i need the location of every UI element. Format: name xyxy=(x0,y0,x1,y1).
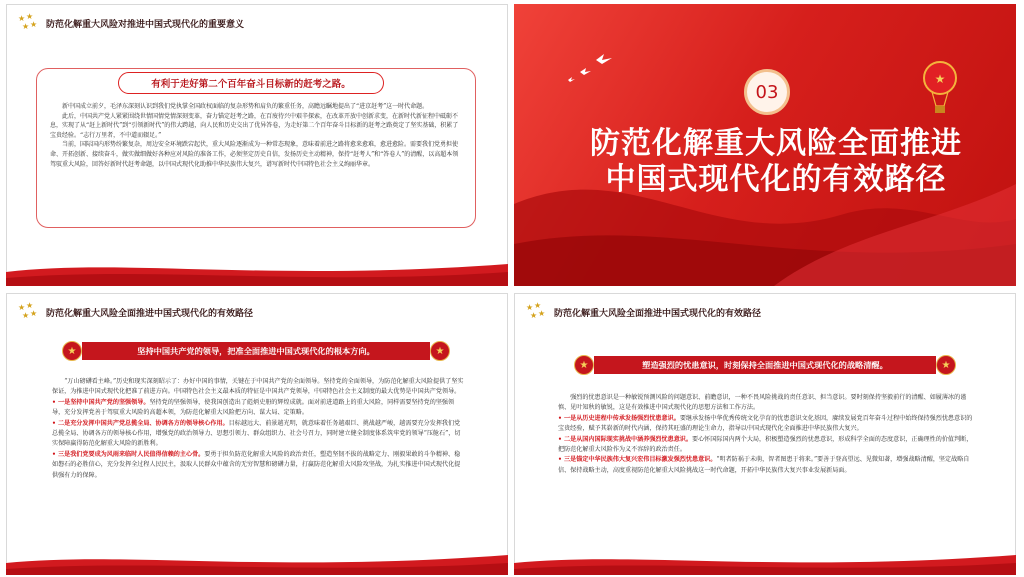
body-text xyxy=(558,393,978,476)
header-title: 防范化解重大风险对推进中国式现代化的重要意义 xyxy=(46,19,245,30)
emblem-icon: ★ xyxy=(430,341,450,361)
section-banner: 塑造强烈的忧患意识，时刻保持全面推进中国式现代化的战略清醒。 xyxy=(594,356,936,374)
emblem-icon: ★ xyxy=(936,355,956,375)
list-item xyxy=(52,398,466,419)
item-text: 要勇于担负防范化解重大风险的政治责任，塑造坚韧不拔的战略定力、刚毅果敢的斗争精神、稳如磐石的必胜信心，充分发挥全过程人民民主，汲取人民群众中蕴含的无穷智慧和磅礴力量，打赢防范化解重大风险攻坚战，为扎实推进中国式现代化提供强有力的保障。 xyxy=(52,450,461,479)
slide-4[interactable] xyxy=(514,293,1016,575)
item-bullet: • xyxy=(52,398,59,406)
stars-icon: ★ ★ ★ ★ xyxy=(18,12,38,31)
emblem-icon: ★ xyxy=(574,355,594,375)
stars-icon: ★ ★ ★ ★ xyxy=(526,301,546,320)
slide-3[interactable] xyxy=(6,293,508,575)
item-heading: 三是锚定中华民族伟大复兴宏伟目标激发强烈忧患意识。 xyxy=(564,456,717,464)
balloon-icon xyxy=(920,60,960,116)
item-heading: 一是坚持中国共产党的坚强领导。 xyxy=(58,398,150,406)
item-bullet: • xyxy=(52,450,59,458)
item-bullet: • xyxy=(558,414,565,422)
item-heading: 二是从国内国际现实挑战中涵养强烈忧患意识。 xyxy=(564,435,692,443)
item-text: 要继承发扬中华优秀传统文化孕育的忧患意识文化基因，赓续发展党百年奋斗过程中始终保持强烈忧患意识的宝贵经验，赋予其崭新的时代内涵，保持其旺盛的理论生命力，指导以中国式现代化全面推进中华民族伟大复兴。 xyxy=(558,414,973,433)
red-wave-decoration xyxy=(514,541,1016,575)
slide-header xyxy=(526,301,1004,323)
red-wave-decoration xyxy=(6,252,508,286)
item-text: 坚持党的坚强领导，使我国创造出了彪炳史册的辉煌成就。面对前进道路上的重大风险，同样需要坚持党的坚强领导，充分发挥党善于驾驭重大风险的高超本领，为防范化解重大风险把方向、谋大局、定策略。 xyxy=(52,398,455,417)
item-text: 要心怀国际国内两个大局，积极塑造强烈的忧患意识，形成科学全面的态度意识，正确理性的价值判断，把防范化解重大风险作为义不容辞的政治责任。 xyxy=(558,435,973,454)
item-text: “明者防祸于未萌，智者图患于将来。”要善于登高望远、见微知著，增强战略清醒，坚定战略自信、保持战略主动，高度重视防范化解重大风险挑战这一时代命题，开拓中华民族伟大复兴事业发展新局面。 xyxy=(558,456,970,474)
list-item xyxy=(558,435,978,456)
list-item xyxy=(52,419,466,450)
list-item xyxy=(52,450,466,481)
item-bullet: • xyxy=(558,435,565,443)
emblem-icon: ★ xyxy=(62,341,82,361)
paragraph: 当前，国际国内形势纷繁复杂，周边安全环境跌宕起伏，重大风险逐渐成为一种常态现象，意味着前进之路将愈来愈难，愈进愈险。需要我们党勇担使命、开拓创新、接续奋斗，做实做细做好各种应对风险的准备工作，必须坚定历史自信，发扬历史主动精神，保持“赶考人”和“答卷人”的清醒，以高超本领驾驭重大风险，回答好新时代赶考命题，以中国式现代化助推中华民族伟大复兴，谱写新时代中国特色社会主义绚丽华章。 xyxy=(50,141,459,168)
title-line: 防范化解重大风险全面推进 xyxy=(590,126,962,161)
intro-paragraph: “万山磅礴看主峰。”历史和现实深刻昭示了：办好中国的事情，关键在于中国共产党的全面领导。坚持党的全面领导，为防范化解重大风险提供了坚实保证，为推进中国式现代化把准了前进方向。中国特色社会主义最本质的特征是中国共产党领导，中国特色社会主义制度的最大优势是中国共产党领导。 xyxy=(52,378,464,396)
intro-paragraph: 强烈的忧患意识是一种敏锐预测风险的问题意识、前瞻意识，一种不畏风险挑战的责任意识、担当意识。要时刻保持坚毅前行的清醒、如履薄冰的谨慎、见叶知秋的敏锐，这是有效推进中国式现代化的思想方法和工作方法。 xyxy=(558,394,967,412)
svg-text:★: ★ xyxy=(934,72,946,86)
slide-title xyxy=(556,126,996,198)
header-title: 防范化解重大风险全面推进中国式现代化的有效路径 xyxy=(46,308,254,319)
list-item xyxy=(558,455,978,476)
header-title: 防范化解重大风险全面推进中国式现代化的有效路径 xyxy=(554,308,762,319)
dove-icon xyxy=(566,50,626,82)
red-wave-decoration xyxy=(6,541,508,575)
slide-1[interactable] xyxy=(6,4,508,286)
slide-header xyxy=(18,301,496,323)
item-heading: 二是充分发挥中国共产党总揽全局、协调各方的领导核心作用。 xyxy=(58,419,229,427)
stars-icon: ★ ★ ★ ★ xyxy=(18,301,38,320)
paragraph: 新中国成立前夕，毛泽东深刻认识到我们党执掌全国政权面临的复杂形势和肩负的繁重任务，高瞻远瞩地提出了“进京赶考”这一时代命题。 xyxy=(62,103,429,110)
slide-2[interactable] xyxy=(514,4,1016,286)
item-heading: 三是我们党要成为风雨来临时人民值得信赖的主心骨。 xyxy=(58,450,205,458)
item-bullet: • xyxy=(52,419,59,427)
body-text xyxy=(52,377,466,481)
item-bullet: • xyxy=(558,456,565,464)
item-heading: 一是从历史进程中传承发扬强烈忧患意识。 xyxy=(564,414,680,422)
item-text: 目标越远大、前景越光明，就意味着任务越艰巨、挑战越严峻，越需要充分发挥我们党总揽全局、协调各方的领导核心作用，增强党的政治领导力、思想引领力、群众组织力、社会号召力，同时建立健全制度体系筑牢党的领导“压舱石”，切实保障赢得防范化解重大风险的新胜利。 xyxy=(52,419,461,448)
title-line: 中国式现代化的有效路径 xyxy=(605,162,947,197)
list-item xyxy=(558,414,978,435)
section-banner: 坚持中国共产党的领导，把准全面推进中国式现代化的根本方向。 xyxy=(82,342,430,360)
paragraph: 此后，中国共产党人紧紧围绕世情国情党情深刻变革，奋力锚定赶考之路，在百废待兴中艰辛探索，在改革开放中创新求变，在新时代新征程中砥砺不息，实现了从“赶上新时代”到“引领新时代”的伟大跨越，向人民和历史交出了优异答卷，为走好第二个百年奋斗目标新的赶考之路奠定了坚实基础，积累了宝贵经验。“志行万里者，不中道而辍足。” xyxy=(50,112,459,139)
section-banner: 有利于走好第二个百年奋斗目标新的赶考之路。 xyxy=(118,72,384,94)
slide-header xyxy=(18,12,496,34)
section-number: 03 xyxy=(744,69,790,115)
body-text xyxy=(50,102,464,169)
